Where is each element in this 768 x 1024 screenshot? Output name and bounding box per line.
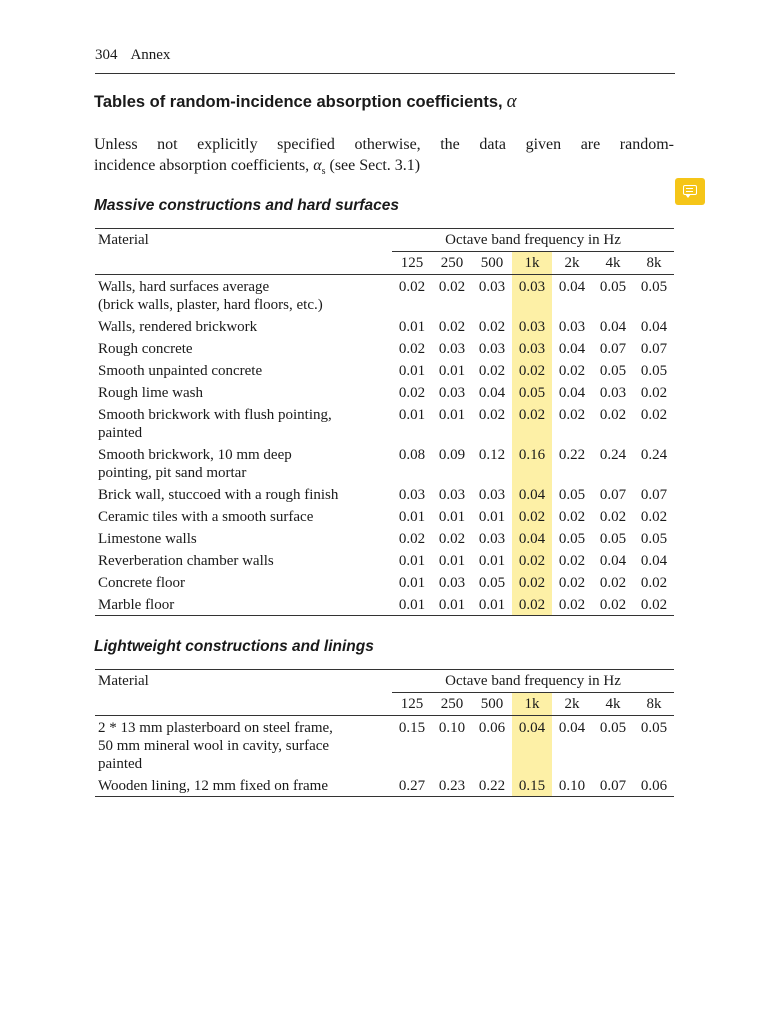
- coefficient-cell: 0.02: [552, 593, 592, 616]
- coefficient-cell: 0.24: [640, 447, 668, 463]
- page-title: [94, 91, 517, 113]
- material-cell: [95, 337, 392, 359]
- coefficient-cell: 0.01: [398, 575, 426, 591]
- material-cell: [95, 443, 392, 483]
- material-cell: [95, 716, 392, 775]
- section-heading-lightweight: Lightweight constructions and linings: [94, 638, 374, 655]
- table-row: [95, 593, 674, 616]
- table-row: [95, 527, 674, 549]
- coefficient-cell: 0.04: [558, 279, 586, 295]
- coefficient-cell: 0.10: [552, 774, 592, 797]
- coefficient-cell: 0.04: [558, 720, 586, 736]
- coefficient-cell: 0.02: [640, 407, 668, 423]
- material-cell: [95, 483, 392, 505]
- coefficient-cell: 0.02: [398, 341, 426, 357]
- coefficient-cell: 0.01: [398, 553, 426, 569]
- coefficient-cell: 0.01: [398, 509, 426, 525]
- material-cell: [95, 505, 392, 527]
- table-row: [95, 571, 674, 593]
- coefficient-cell: 0.04: [512, 527, 552, 549]
- coefficient-cell: 0.02: [599, 407, 627, 423]
- coefficient-cell: 0.03: [478, 487, 506, 503]
- material-cell: [95, 527, 392, 549]
- coefficient-cell: 0.02: [558, 407, 586, 423]
- coefficient-cell: 0.03: [558, 319, 586, 335]
- coefficient-cell: 0.06: [478, 720, 506, 736]
- coefficient-cell: 0.02: [438, 531, 466, 547]
- table-row: [95, 403, 674, 443]
- coefficient-cell: 0.02: [512, 571, 552, 593]
- coefficient-cell: 0.02: [558, 575, 586, 591]
- coefficient-cell: 0.04: [558, 385, 586, 401]
- coefficient-cell: 0.02: [512, 549, 552, 571]
- coefficient-cell: 0.04: [599, 553, 627, 569]
- intro-line-2-after: (see Sect. 3.1): [329, 157, 421, 174]
- frequency-label: 4k: [592, 693, 634, 716]
- coefficient-cell: 0.09: [438, 447, 466, 463]
- coefficient-cell: 0.07: [592, 774, 634, 797]
- table-row: [95, 549, 674, 571]
- frequency-label: 2k: [552, 693, 592, 716]
- running-head: [95, 47, 675, 74]
- coefficient-cell: 0.03: [438, 487, 466, 503]
- coefficient-cell: 0.02: [478, 363, 506, 379]
- coefficient-cell: 0.01: [478, 509, 506, 525]
- frequency-label: 8k: [634, 693, 674, 716]
- material-cell: [95, 549, 392, 571]
- table-lightweight-constructions: [95, 669, 674, 797]
- coefficient-cell: 0.02: [640, 385, 668, 401]
- coefficient-cell: 0.02: [599, 509, 627, 525]
- coefficient-cell: 0.16: [512, 443, 552, 483]
- page-number: 304: [95, 47, 118, 63]
- coefficient-cell: 0.04: [558, 341, 586, 357]
- material-cell: [95, 403, 392, 443]
- coefficient-cell: 0.03: [438, 575, 466, 591]
- coefficient-cell: 0.03: [599, 385, 627, 401]
- alpha-symbol: α: [313, 157, 322, 174]
- coefficient-cell: 0.03: [438, 341, 466, 357]
- frequency-label: 250: [432, 693, 472, 716]
- coefficient-cell: 0.03: [512, 337, 552, 359]
- coefficient-cell: 0.02: [558, 553, 586, 569]
- coefficient-cell: 0.05: [558, 531, 586, 547]
- coefficient-cell: 0.01: [472, 593, 512, 616]
- coefficient-cell: 0.07: [640, 487, 668, 503]
- material-line: (brick walls, plaster, hard floors, etc.): [98, 297, 323, 313]
- coefficient-cell: 0.02: [558, 509, 586, 525]
- coefficient-cell: 0.23: [432, 774, 472, 797]
- coefficient-cell: 0.02: [512, 593, 552, 616]
- coefficient-cell: 0.02: [478, 319, 506, 335]
- material-line: Walls, rendered brickwork: [98, 319, 258, 335]
- coefficient-cell: 0.01: [438, 509, 466, 525]
- coefficient-cell: 0.01: [438, 407, 466, 423]
- material-line: Concrete floor: [98, 575, 186, 591]
- coefficient-cell: 0.05: [478, 575, 506, 591]
- coefficient-cell: 0.01: [432, 593, 472, 616]
- coefficient-cell: 0.02: [512, 359, 552, 381]
- material-header: Material: [95, 229, 392, 252]
- coefficient-cell: 0.03: [438, 385, 466, 401]
- coefficient-cell: 0.22: [472, 774, 512, 797]
- frequency-label: 125: [392, 252, 432, 275]
- coefficient-cell: 0.05: [599, 720, 627, 736]
- coefficient-cell: 0.05: [599, 279, 627, 295]
- section-heading-massive: Massive constructions and hard surfaces: [94, 197, 399, 214]
- coefficient-cell: 0.03: [512, 275, 552, 316]
- material-line: painted: [98, 756, 143, 772]
- coefficient-cell: 0.02: [398, 385, 426, 401]
- coefficient-cell: 0.10: [438, 720, 466, 736]
- coefficient-cell: 0.04: [478, 385, 506, 401]
- intro-line-2-before: incidence absorption coefficients,: [94, 157, 310, 174]
- alpha-subscript: s: [321, 166, 326, 178]
- coefficient-cell: 0.03: [398, 487, 426, 503]
- material-header: Material: [95, 670, 392, 693]
- coefficient-cell: 0.15: [398, 720, 426, 736]
- coefficient-cell: 0.01: [478, 553, 506, 569]
- material-line: pointing, pit sand mortar: [98, 465, 247, 481]
- material-cell: [95, 359, 392, 381]
- coefficient-cell: 0.05: [599, 531, 627, 547]
- coefficient-cell: 0.02: [398, 279, 426, 295]
- table-row: [95, 774, 674, 797]
- coefficient-cell: 0.07: [599, 341, 627, 357]
- intro-line-1: Unless not explicitly specified otherwise, the data given are random-: [94, 136, 674, 153]
- material-cell: [95, 774, 392, 797]
- coefficient-cell: 0.04: [599, 319, 627, 335]
- absorption-table: [95, 228, 674, 616]
- material-cell: [95, 571, 392, 593]
- coefficient-cell: 0.02: [398, 531, 426, 547]
- coefficient-cell: 0.02: [438, 319, 466, 335]
- coefficient-cell: 0.15: [512, 774, 552, 797]
- coefficient-cell: 0.02: [512, 403, 552, 443]
- coefficient-cell: 0.05: [640, 363, 668, 379]
- coefficient-cell: 0.05: [512, 381, 552, 403]
- frequency-label: 1k: [512, 252, 552, 275]
- coefficient-cell: 0.03: [512, 315, 552, 337]
- frequency-header: Octave band frequency in Hz: [392, 229, 674, 252]
- table-row: [95, 315, 674, 337]
- coefficient-cell: 0.08: [398, 447, 426, 463]
- coefficient-cell: 0.01: [438, 553, 466, 569]
- coefficient-cell: 0.02: [592, 593, 634, 616]
- coefficient-cell: 0.02: [558, 363, 586, 379]
- coefficient-cell: 0.03: [478, 279, 506, 295]
- material-line: Smooth brickwork, 10 mm deep: [98, 447, 292, 463]
- material-line: Brick wall, stuccoed with a rough finish: [98, 487, 339, 503]
- coefficient-cell: 0.27: [392, 774, 432, 797]
- table-row: [95, 381, 674, 403]
- coefficient-cell: 0.02: [512, 505, 552, 527]
- coefficient-cell: 0.02: [634, 593, 674, 616]
- table-row: [95, 359, 674, 381]
- table-row: [95, 443, 674, 483]
- alpha-symbol: α: [506, 91, 517, 112]
- frequency-label: 125: [392, 693, 432, 716]
- frequency-header: Octave band frequency in Hz: [392, 670, 674, 693]
- section-name: Annex: [130, 47, 171, 63]
- coefficient-cell: 0.01: [438, 363, 466, 379]
- intro-paragraph: [94, 134, 674, 182]
- coefficient-cell: 0.04: [640, 319, 668, 335]
- material-line: 50 mm mineral wool in cavity, surface: [98, 738, 330, 754]
- coefficient-cell: 0.02: [640, 575, 668, 591]
- coefficient-cell: 0.07: [599, 487, 627, 503]
- material-cell: [95, 275, 392, 316]
- material-line: Reverberation chamber walls: [98, 553, 274, 569]
- coefficient-cell: 0.05: [599, 363, 627, 379]
- coefficient-cell: 0.05: [640, 531, 668, 547]
- material-line: Smooth brickwork with flush pointing,: [98, 407, 332, 423]
- material-line: Marble floor: [98, 597, 175, 613]
- coefficient-cell: 0.02: [438, 279, 466, 295]
- coefficient-cell: 0.04: [512, 483, 552, 505]
- coefficient-cell: 0.01: [398, 407, 426, 423]
- table-row: [95, 483, 674, 505]
- coefficient-cell: 0.03: [478, 531, 506, 547]
- coefficient-cell: 0.05: [640, 279, 668, 295]
- frequency-label: 1k: [512, 693, 552, 716]
- material-line: Rough concrete: [98, 341, 193, 357]
- frequency-label: 2k: [552, 252, 592, 275]
- coefficient-cell: 0.04: [640, 553, 668, 569]
- material-cell: [95, 381, 392, 403]
- material-line: Smooth unpainted concrete: [98, 363, 263, 379]
- material-line: 2 * 13 mm plasterboard on steel frame,: [98, 720, 333, 736]
- coefficient-cell: 0.06: [634, 774, 674, 797]
- coefficient-cell: 0.04: [512, 716, 552, 775]
- material-cell: [95, 315, 392, 337]
- coefficient-cell: 0.22: [558, 447, 586, 463]
- coefficient-cell: 0.12: [478, 447, 506, 463]
- comment-icon[interactable]: [675, 178, 705, 205]
- material-line: Wooden lining, 12 mm fixed on frame: [98, 778, 328, 794]
- material-line: painted: [98, 425, 143, 441]
- coefficient-cell: 0.02: [478, 407, 506, 423]
- material-line: Ceramic tiles with a smooth surface: [98, 509, 314, 525]
- coefficient-cell: 0.02: [599, 575, 627, 591]
- coefficient-cell: 0.01: [398, 319, 426, 335]
- material-line: Walls, hard surfaces average: [98, 279, 270, 295]
- coefficient-cell: 0.01: [392, 593, 432, 616]
- coefficient-cell: 0.24: [599, 447, 627, 463]
- coefficient-cell: 0.03: [478, 341, 506, 357]
- title-text: Tables of random-incidence absorption coefficients,: [94, 93, 503, 111]
- coefficient-cell: 0.01: [398, 363, 426, 379]
- material-cell: [95, 593, 392, 616]
- frequency-label: 4k: [592, 252, 634, 275]
- absorption-table: [95, 669, 674, 797]
- material-line: Rough lime wash: [98, 385, 203, 401]
- table-row: [95, 716, 674, 775]
- table-row: [95, 337, 674, 359]
- frequency-label: 250: [432, 252, 472, 275]
- table-row: [95, 275, 674, 316]
- coefficient-cell: 0.05: [640, 720, 668, 736]
- frequency-label: 8k: [634, 252, 674, 275]
- coefficient-cell: 0.05: [558, 487, 586, 503]
- table-row: [95, 505, 674, 527]
- coefficient-cell: 0.07: [640, 341, 668, 357]
- frequency-label: 500: [472, 252, 512, 275]
- frequency-label: 500: [472, 693, 512, 716]
- material-line: Limestone walls: [98, 531, 197, 547]
- table-massive-constructions: [95, 228, 674, 616]
- coefficient-cell: 0.02: [640, 509, 668, 525]
